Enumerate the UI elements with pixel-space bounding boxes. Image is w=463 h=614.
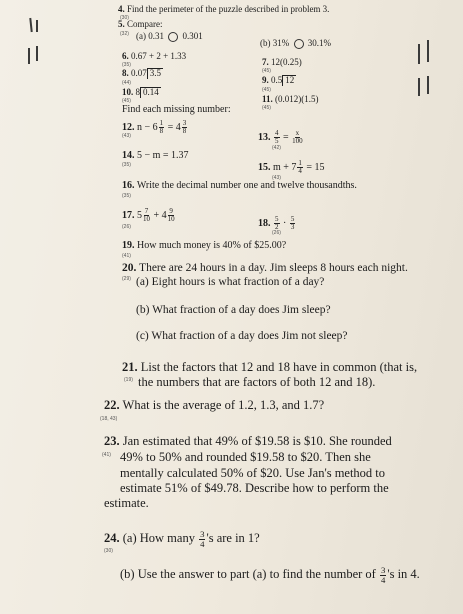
- problem-8-dividend: 3.5: [147, 68, 163, 79]
- problem-23-number: 23.: [104, 434, 120, 448]
- problem-24-number: 24.: [104, 531, 120, 546]
- problem-20c: (c) What fraction of a day does Jim not sleep?: [136, 330, 348, 342]
- problem-9-divisor: 0.5: [271, 75, 283, 85]
- problem-13-ref: (42): [272, 145, 281, 151]
- problem-24a-post: 's are in 1?: [206, 531, 260, 546]
- binder-mark-left-4: [36, 46, 38, 61]
- problem-17-fraction-1: $\frac{7}{10}$: [143, 207, 150, 223]
- problem-17-op: +: [153, 209, 160, 221]
- problem-15: [258, 160, 325, 175]
- problem-24a-pre: (a) How many: [122, 531, 195, 546]
- problem-15-number: 15.: [258, 161, 271, 173]
- problem-5a-left: 0.31: [148, 31, 164, 41]
- problem-22: [104, 398, 324, 413]
- problem-24a-fraction: $\frac{3}{4}$: [200, 529, 205, 549]
- problem-23-line-3: mentally calculated 50% of $20. Use Jan's method to: [120, 466, 386, 480]
- binder-mark-right-2: [427, 40, 429, 62]
- problem-18-number: 18.: [258, 217, 271, 229]
- problem-18-op: ·: [283, 217, 287, 229]
- problem-11-expr: (0.012)(1.5): [275, 94, 319, 104]
- problem-21-ref: (19): [124, 377, 133, 383]
- problem-18-ref: (26): [272, 230, 281, 236]
- problem-5a-label: (a): [136, 31, 146, 41]
- problem-10-divisor: 8: [135, 87, 140, 97]
- problem-12-fraction-2: $\frac{3}{8}$: [182, 119, 187, 135]
- problem-23-text-1: Jan estimated that 49% of $19.58 is $10. She rounded: [122, 434, 392, 448]
- problem-5b-label: (b): [260, 38, 271, 48]
- problem-9-number: 9.: [262, 75, 269, 85]
- problem-21-line-2: the numbers that are factors of both 12 and 18).: [138, 375, 376, 389]
- problem-12-ref: (43): [122, 133, 131, 139]
- problem-12-pre: n − 6: [137, 121, 158, 133]
- problem-24b-post: 's in 4.: [387, 567, 420, 582]
- problem-5-ref: (32): [120, 31, 129, 37]
- problem-6-ref: (35): [122, 62, 131, 68]
- problem-4-number: 4.: [118, 4, 125, 14]
- problem-23-line-4: estimate 51% of $49.78. Describe how to perform the: [120, 481, 389, 495]
- problem-13-number: 13.: [258, 131, 271, 143]
- problem-19-text: How much money is 40% of $25.00?: [137, 240, 287, 251]
- compare-circle-b[interactable]: [294, 39, 304, 49]
- problem-14: [122, 150, 189, 161]
- problem-17-whole-1: 5: [137, 209, 142, 221]
- binder-mark-right-1: [418, 44, 420, 64]
- problem-13-fraction-2: $\frac{x}{100}$: [292, 129, 303, 145]
- problem-22-ref: (18, 43): [100, 416, 118, 422]
- problem-8: [122, 68, 163, 79]
- problem-10: [122, 87, 161, 98]
- problem-11-ref: (45): [262, 105, 271, 111]
- problem-24a: [104, 530, 260, 549]
- problem-20a: (a) Eight hours is what fraction of a day?: [136, 276, 325, 288]
- problem-12: [122, 120, 188, 135]
- problem-23-line-1: [104, 434, 392, 449]
- problem-10-ref: (45): [122, 98, 131, 104]
- problem-7-expr: 12(0.25): [271, 57, 302, 67]
- problem-20-text: There are 24 hours in a day. Jim sleeps 8 hours each night.: [139, 262, 408, 274]
- problem-15-post: = 15: [303, 161, 325, 173]
- problem-24b: [120, 566, 420, 585]
- problem-10-dividend: 0.14: [140, 87, 161, 98]
- problem-8-number: 8.: [122, 68, 129, 78]
- problem-16-number: 16.: [122, 180, 135, 191]
- problem-4-ref: (30): [120, 15, 129, 21]
- problem-4: [118, 4, 329, 14]
- problem-20-ref: (29): [122, 276, 131, 282]
- problem-24b-fraction: $\frac{3}{4}$: [380, 565, 386, 585]
- problem-13-equals: =: [283, 131, 289, 143]
- problem-12-mid: = 4: [165, 121, 181, 133]
- problem-20-number: 20.: [122, 262, 137, 274]
- binder-mark-left-3: [28, 48, 30, 64]
- problem-11: [262, 94, 319, 104]
- problem-6: [122, 51, 186, 61]
- compare-circle-a[interactable]: [168, 32, 178, 42]
- problem-15-ref: (43): [272, 175, 281, 181]
- problem-5-number: 5.: [118, 19, 125, 29]
- problem-23-line-5: estimate.: [104, 496, 149, 510]
- problem-7-number: 7.: [262, 57, 269, 67]
- problem-16: [122, 180, 357, 191]
- problem-6-expr: 0.67 + 2 + 1.33: [131, 51, 187, 61]
- problem-15-pre: m + 7: [273, 161, 297, 173]
- problem-9-ref: (45): [262, 87, 271, 93]
- problem-5b-right: 30.1%: [307, 38, 331, 48]
- problem-19: [122, 240, 286, 251]
- problem-22-text: What is the average of 1.2, 1.3, and 1.7?: [122, 398, 325, 412]
- problem-7: [262, 57, 302, 67]
- problem-9-dividend: 12: [282, 75, 296, 86]
- binder-mark-left-2: [36, 20, 38, 32]
- problem-24-ref: (30): [104, 548, 113, 554]
- problem-17-ref: (26): [122, 224, 131, 230]
- problem-6-number: 6.: [122, 51, 129, 61]
- problem-20b: (b) What fraction of a day does Jim sleep?: [136, 304, 331, 316]
- problem-9: [262, 75, 296, 86]
- problem-5: [118, 19, 163, 29]
- problem-21-number: 21.: [122, 360, 138, 374]
- problem-13: [258, 130, 304, 145]
- problem-24b-pre: (b) Use the answer to part (a) to find the number of: [120, 567, 376, 582]
- problem-18-fraction-2: $\frac{5}{3}$: [290, 215, 295, 231]
- problem-5b: [260, 38, 331, 49]
- problem-12-fraction-1: $\frac{1}{8}$: [159, 119, 164, 135]
- problem-13-fraction-1: $\frac{4}{5}$: [275, 129, 279, 145]
- problem-14-number: 14.: [122, 150, 135, 161]
- problem-11-number: 11.: [262, 94, 273, 104]
- problem-18-fraction-1: $\frac{5}{2}$: [275, 215, 279, 231]
- problem-12-number: 12.: [122, 121, 135, 133]
- problem-20: [122, 262, 408, 274]
- problem-5b-left: 31%: [272, 38, 290, 48]
- problem-19-ref: (41): [122, 253, 131, 259]
- problem-15-fraction: $\frac{1}{4}$: [298, 159, 302, 175]
- problem-5a-right: 0.301: [182, 31, 203, 41]
- binder-mark-left-1: [29, 18, 32, 32]
- problem-19-number: 19.: [122, 240, 135, 251]
- problem-10-number: 10.: [122, 87, 134, 97]
- problem-23-line-2: 49% to 50% and rounded $19.58 to $20. Then she: [120, 450, 371, 464]
- problem-22-number: 22.: [104, 398, 120, 412]
- problem-4-text: Find the perimeter of the puzzle described in problem 3.: [127, 4, 330, 14]
- problem-17: [122, 208, 176, 223]
- problem-14-ref: (35): [122, 162, 131, 168]
- problem-23-ref: (41): [102, 452, 111, 458]
- problem-17-whole-2: 4: [161, 209, 167, 221]
- binder-mark-right-4: [427, 76, 429, 94]
- problem-16-text: Write the decimal number one and twelve thousandths.: [136, 180, 357, 191]
- problem-21-line-1: [122, 360, 417, 375]
- problem-8-divisor: 0.07: [131, 68, 147, 78]
- problem-21-text-1: List the factors that 12 and 18 have in common (that is,: [140, 360, 418, 374]
- missing-number-heading: Find each missing number:: [122, 104, 231, 115]
- problem-5-text: Compare:: [127, 19, 163, 29]
- problem-16-ref: (35): [122, 193, 131, 199]
- problem-17-number: 17.: [122, 209, 135, 221]
- problem-18: [258, 216, 296, 231]
- problem-5a: [136, 31, 203, 42]
- problem-7-ref: (45): [262, 68, 271, 74]
- problem-17-fraction-2: $\frac{9}{10}$: [167, 207, 175, 223]
- problem-8-ref: (44): [122, 80, 131, 86]
- binder-mark-right-3: [418, 78, 420, 96]
- problem-14-expr: 5 − m = 1.37: [137, 150, 189, 161]
